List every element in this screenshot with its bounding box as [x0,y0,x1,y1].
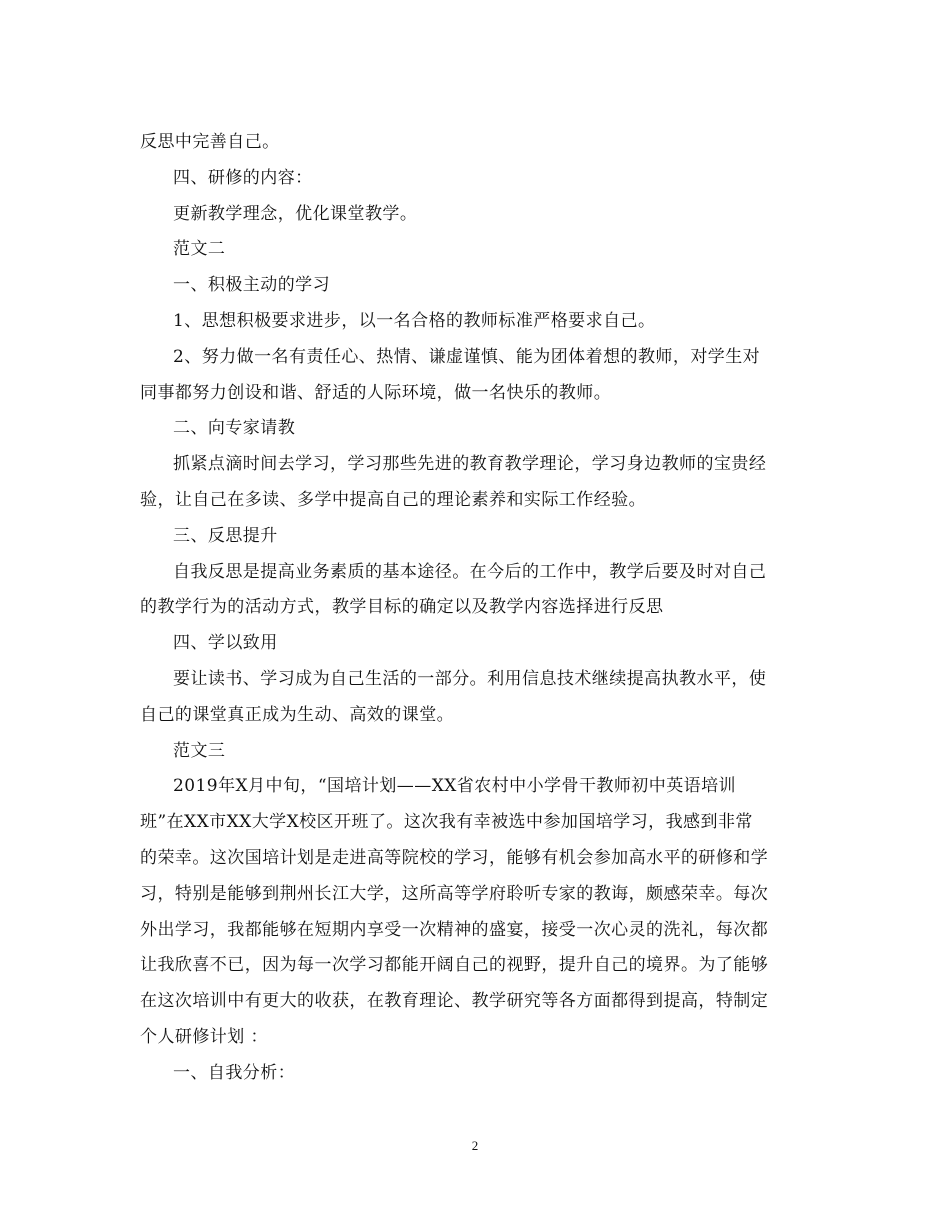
section-heading: 四、研修的内容： [173,167,313,188]
text-line: 2019年X月中旬，“国培计划——XX省农村中小学骨干教师初中英语培训 [173,776,737,797]
text-line: 抓紧点滴时间去学习，学习那些先进的教育教学理论，学习身边教师的宝贵经 [173,454,767,475]
text-line: 1、思想积极要求进步，以一名合格的教师标准严格要求自己。 [173,310,656,331]
sample-heading: 范文三 [173,740,226,761]
text-line: 同事都努力创设和谐、舒适的人际环境，做一名快乐的教师。 [140,382,612,403]
text-line: 验，让自己在多读、多学中提高自己的理论素养和实际工作经验。 [140,489,647,510]
document-body [140,125,810,1092]
section-heading: 一、积极主动的学习 [173,275,331,296]
text-line: 自我反思是提高业务素质的基本途径。在今后的工作中，教学后要及时对自己 [173,561,767,582]
section-heading: 三、反思提升 [173,525,278,546]
text-line: 班”在XX市XX大学X校区开班了。这次我有幸被选中参加国培学习，我感到非常 [140,812,753,833]
text-line: 让我欣喜不已，因为每一次学习都能开阔自己的视野，提升自己的境界。为了能够 [140,955,769,976]
text-line: 的荣幸。这次国培计划是走进高等院校的学习，能够有机会参加高水平的研修和学 [140,847,769,868]
text-line: 要让读书、学习成为自己生活的一部分。利用信息技术继续提高执教水平，使 [173,668,767,689]
section-heading: 一、自我分析： [173,1062,296,1083]
section-heading: 二、向专家请教 [173,418,296,439]
text-line: 外出学习，我都能够在短期内享受一次精神的盛宴，接受一次心灵的洗礼，每次都 [140,919,769,940]
text-line: 的教学行为的活动方式，教学目标的确定以及教学内容选择进行反思 [140,597,664,618]
text-line: 2、努力做一名有责任心、热情、谦虚谨慎、能为团体着想的教师，对学生对 [173,346,761,367]
sample-heading: 范文二 [173,239,226,260]
page-number: 2 [471,1138,479,1153]
text-line: 自己的课堂真正成为生动、高效的课堂。 [140,704,455,725]
text-line: 习，特别是能够到荆州长江大学，这所高等学府聆听专家的教诲，颇感荣幸。每次 [140,883,769,904]
section-heading: 四、学以致用 [173,633,278,654]
text-line: 更新教学理念，优化课堂教学。 [173,203,418,224]
text-line: 在这次培训中有更大的收获，在教育理论、教学研究等各方面都得到提高，特制定 [140,991,769,1012]
text-line: 个人研修计划 ： [140,1026,269,1047]
text-line: 反思中完善自己。 [140,132,280,152]
